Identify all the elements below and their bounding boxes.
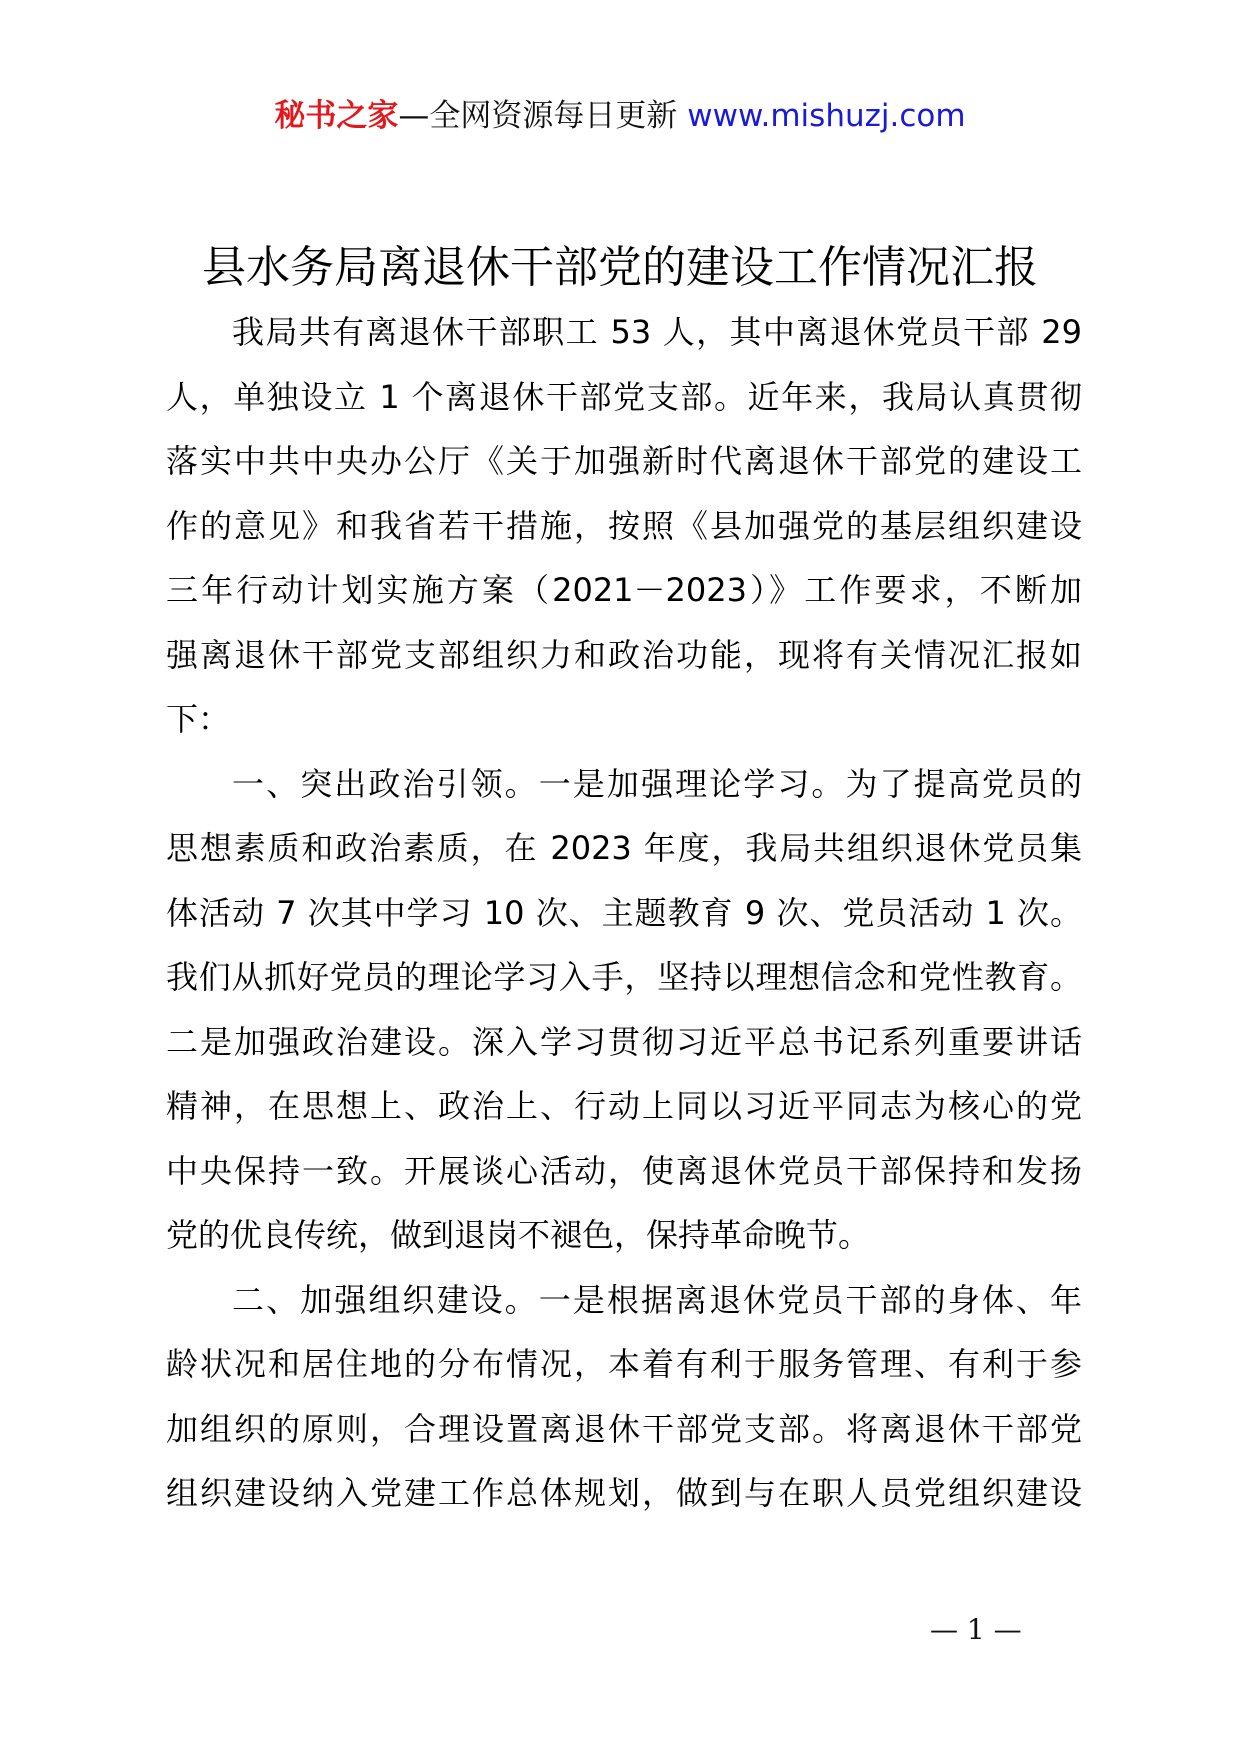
paragraph-line: 强离退休干部党支部组织力和政治功能，现将有关情况汇报如 [166, 635, 1082, 674]
paragraph-line: 龄状况和居住地的分布情况，本着有利于服务管理、有利于参 [166, 1345, 1082, 1383]
page-number: — 1 — [930, 1613, 1022, 1646]
document-title: 县水务局离退休干部党的建设工作情况汇报 [202, 242, 1038, 293]
paragraph-line: 中央保持一致。开展谈心活动，使离退休党员干部保持和发扬 [166, 1151, 1082, 1190]
paragraph-line: 思想素质和政治素质，在 2023 年度，我局共组织退休党员集 [166, 829, 1082, 867]
document-body [166, 300, 1082, 1526]
site-url-link[interactable]: www.mishuzj.com [687, 98, 966, 134]
paragraph-line: 加组织的原则，合理设置离退休干部党支部。将离退休干部党 [166, 1409, 1082, 1448]
paragraph-line: 二是加强政治建设。深入学习贯彻习近平总书记系列重要讲话 [166, 1022, 1082, 1061]
paragraph-line: 体活动 7 次其中学习 10 次、主题教育 9 次、党员活动 1 次。 [166, 893, 1082, 932]
paragraph-line: 精神，在思想上、政治上、行动上同以习近平同志为核心的党 [166, 1087, 1082, 1125]
paragraph-line: 一、突出政治引领。一是加强理论学习。为了提高党员的 [232, 764, 1082, 803]
paragraph-line: 我们从抓好党员的理论学习入手，坚持以理想信念和党性教育。 [166, 958, 1082, 996]
paragraph-line: 二、加强组织建设。一是根据离退休党员干部的身体、年 [232, 1280, 1082, 1319]
paragraph-line: 党的优良传统，做到退岗不褪色，保持革命晚节。 [166, 1216, 871, 1254]
site-header [0, 96, 1240, 136]
paragraph-line: 三年行动计划实施方案（2021－2023）》工作要求，不断加 [166, 571, 1082, 609]
paragraph-line: 我局共有离退休干部职工 53 人，其中离退休党员干部 29 [232, 313, 1082, 351]
site-slogan: —全网资源每日更新 [398, 98, 688, 134]
paragraph-line: 组织建设纳入党建工作总体规划，做到与在职人员党组织建设 [166, 1474, 1082, 1512]
paragraph-line: 落实中共中央办公厅《关于加强新时代离退休干部党的建设工 [166, 442, 1082, 480]
site-brand: 秘书之家 [274, 98, 399, 134]
paragraph-line: 人，单独设立 1 个离退休干部党支部。近年来，我局认真贯彻 [166, 377, 1082, 416]
paragraph-line: 下： [166, 700, 231, 738]
paragraph-line: 作的意见》和我省若干措施，按照《县加强党的基层组织建设 [166, 506, 1082, 545]
